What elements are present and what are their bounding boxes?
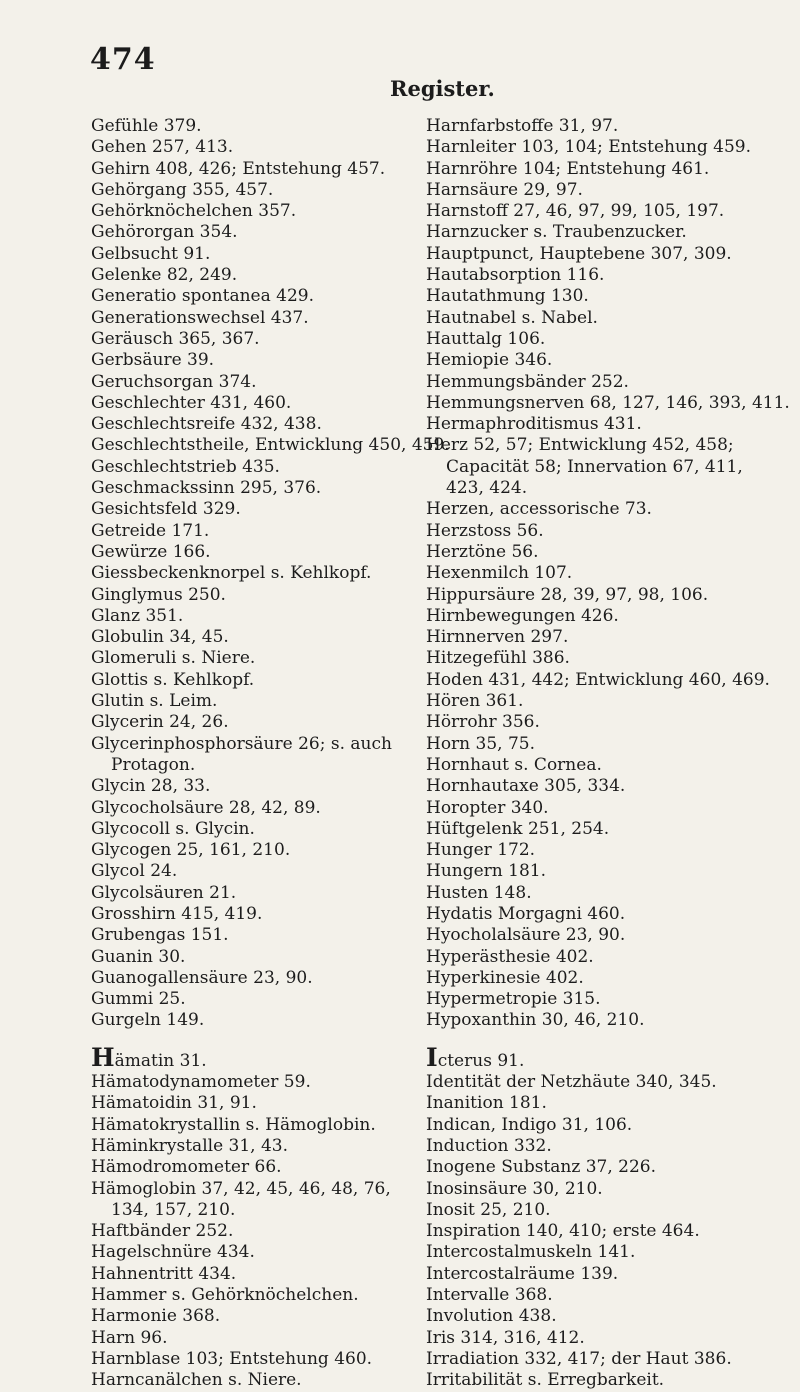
index-entry: Involution 438. [426, 1306, 557, 1327]
index-entry: Geschlechtstheile, Entwicklung 450, 459. [91, 435, 450, 456]
index-entry: Glycol 24. [91, 861, 178, 882]
index-entry: Geschmackssinn 295, 376. [91, 478, 322, 499]
index-entry: Glycerin 24, 26. [91, 712, 229, 733]
index-entry: Hautabsorption 116. [426, 265, 605, 286]
index-entry: Harnblase 103; Entstehung 460. [91, 1348, 373, 1369]
index-entry: Hydatis Morgagni 460. [426, 903, 626, 924]
index-entry: Hyperästhesie 402. [426, 946, 594, 967]
index-entry: Hexenmilch 107. [426, 563, 573, 584]
index-entry: Gummi 25. [91, 989, 186, 1010]
index-entry: Glycocoll s. Glycin. [91, 818, 255, 839]
index-entry: Hypoxanthin 30, 46, 210. [426, 1010, 645, 1031]
index-entry: Hermaphroditismus 431. [426, 414, 642, 435]
index-entry: Intercostalräume 139. [426, 1263, 619, 1284]
index-entry: Hippursäure 28, 39, 97, 98, 106. [426, 584, 709, 605]
index-entry: Globulin 34, 45. [91, 627, 229, 648]
index-entry: Identität der Netzhäute 340, 345. [426, 1072, 717, 1093]
index-entry: Gurgeln 149. [91, 1010, 205, 1031]
index-entry: Hungern 181. [426, 861, 546, 882]
index-entry: Harnleiter 103, 104; Entstehung 459. [426, 137, 752, 158]
page-number: 474 [90, 42, 156, 77]
section-gap [91, 1032, 423, 1047]
index-entry: Harnzucker s. Traubenzucker. [426, 222, 687, 243]
index-entry: Hahnentritt 434. [91, 1263, 237, 1284]
index-entry: Geruchsorgan 374. [91, 371, 257, 392]
index-entry: Husten 148. [426, 882, 532, 903]
index-entry: Horn 35, 75. [426, 733, 536, 754]
index-section-h-continued [426, 116, 790, 1032]
index-entry: Hitzegefühl 386. [426, 648, 570, 669]
index-entry: Hemiopie 346. [426, 350, 553, 371]
index-entry: Giessbeckenknorpel s. Kehlkopf. [91, 563, 372, 584]
index-column-right [426, 116, 790, 1392]
index-entry: Glycin 28, 33. [91, 776, 211, 797]
index-entry: Geräusch 365, 367. [91, 328, 260, 349]
index-entry: Hemmungsnerven 68, 127, 146, 393, 411. [426, 392, 790, 413]
index-entry: Gesichtsfeld 329. [91, 499, 241, 520]
index-entry: Herztöne 56. [426, 541, 539, 562]
index-entry: Hauptpunct, Hauptebene 307, 309. [426, 243, 732, 264]
index-entry: Inanition 181. [426, 1093, 547, 1114]
running-header: Register. [390, 76, 495, 101]
index-entry: Inspiration 140, 410; erste 464. [426, 1221, 700, 1242]
index-entry: Glottis s. Kehlkopf. [91, 669, 255, 690]
index-entry: Glomeruli s. Niere. [91, 648, 256, 669]
index-entry: Gehörknöchelchen 357. [91, 201, 297, 222]
index-entry: Grubengas 151. [91, 925, 229, 946]
index-entry: Gewürze 166. [91, 541, 211, 562]
index-entry: Hornhautaxe 305, 334. [426, 776, 626, 797]
index-entry: Hämatodynamometer 59. [91, 1072, 311, 1093]
index-entry: Hirnbewegungen 426. [426, 605, 619, 626]
index-entry: Getreide 171. [91, 520, 210, 541]
index-section-h [91, 1042, 423, 1392]
index-entry: Hautathmung 130. [426, 286, 589, 307]
index-entry: Glycolsäuren 21. [91, 882, 237, 903]
index-entry: Gehirn 408, 426; Entstehung 457. [91, 158, 386, 179]
index-entry: Harnfarbstoffe 31, 97. [426, 116, 619, 136]
index-entry: Gehörgang 355, 457. [91, 179, 274, 200]
index-entry: Gerbsäure 39. [91, 350, 215, 371]
index-entry: Horopter 340. [426, 797, 549, 818]
index-entry: Herz 52, 57; Entwicklung 452, 458; Capacität 58; Innervation 67, 411, 423, 424. [426, 435, 743, 499]
index-entry: Inosit 25, 210. [426, 1199, 551, 1220]
index-entry: Hüftgelenk 251, 254. [426, 818, 610, 839]
index-entry: Geschlechtstrieb 435. [91, 456, 280, 477]
index-entry: Hämatokrystallin s. Hämoglobin. [91, 1114, 376, 1135]
index-entry: Hagelschnüre 434. [91, 1242, 255, 1263]
index-entry: Hämoglobin 37, 42, 45, 46, 48, 76, 134, 157, 210. [91, 1178, 391, 1220]
index-column-left [91, 116, 450, 1392]
index-entry: Hypermetropie 315. [426, 989, 601, 1010]
index-entry: Hämodromometer 66. [91, 1157, 282, 1178]
index-entry: Grosshirn 415, 419. [91, 903, 263, 924]
index-entry: Hammer s. Gehörknöchelchen. [91, 1285, 359, 1306]
index-entry: Gefühle 379. [91, 116, 202, 136]
index-entry: Iris 314, 316, 412. [426, 1327, 585, 1348]
index-entry: Harnstoff 27, 46, 97, 99, 105, 197. [426, 201, 725, 222]
index-entry: Guanogallensäure 23, 90. [91, 967, 313, 988]
index-entry: Generationswechsel 437. [91, 307, 309, 328]
index-entry: Geschlechtsreife 432, 438. [91, 414, 322, 435]
index-entry: Gehörorgan 354. [91, 222, 238, 243]
index-entry: Glutin s. Leim. [91, 691, 218, 712]
index-entry: Hören 361. [426, 691, 524, 712]
index-entry: Glycerinphosphorsäure 26; s. auch Protagon. [91, 733, 392, 775]
index-entry: Herzstoss 56. [426, 520, 544, 541]
index-entry: Ginglymus 250. [91, 584, 226, 605]
index-entry: Harncanälchen s. Niere. [91, 1370, 302, 1391]
index-entry: Glanz 351. [91, 605, 184, 626]
index-entry: Intervalle 368. [426, 1285, 553, 1306]
index-entry: Harnsäure 29, 97. [426, 179, 583, 200]
index-entry: Generatio spontanea 429. [91, 286, 314, 307]
index-section-i [426, 1042, 770, 1392]
index-entry: Hornhaut s. Cornea. [426, 754, 602, 775]
index-entry: Hautnabel s. Nabel. [426, 307, 598, 328]
index-entry: Intercostalmuskeln 141. [426, 1242, 636, 1263]
index-entry: Hemmungsbänder 252. [426, 371, 629, 392]
index-entry: Inosinsäure 30, 210. [426, 1178, 603, 1199]
index-section-g [91, 116, 450, 1032]
index-entry: Induction 332. [426, 1135, 552, 1156]
index-entry: Hämatoidin 31, 91. [91, 1093, 257, 1114]
index-entry: Geschlechter 431, 460. [91, 392, 292, 413]
index-entry: Häminkrystalle 31, 43. [91, 1135, 289, 1156]
index-entry: Hörrohr 356. [426, 712, 540, 733]
index-entry: Hunger 172. [426, 840, 536, 861]
index-entry: Harmonie 368. [91, 1306, 221, 1327]
index-entry: Hoden 431, 442; Entwicklung 460, 469. [426, 669, 770, 690]
index-entry: Inogene Substanz 37, 226. [426, 1157, 657, 1178]
index-entry: Hauttalg 106. [426, 328, 546, 349]
index-entry: Icterus 91. [426, 1042, 525, 1072]
index-entry: Irradiation 332, 417; der Haut 386. [426, 1348, 732, 1369]
index-entry: Guanin 30. [91, 946, 186, 967]
index-entry: Glycogen 25, 161, 210. [91, 840, 291, 861]
index-entry: Haftbänder 252. [91, 1221, 234, 1242]
index-entry: Gelenke 82, 249. [91, 265, 238, 286]
index-entry: Herzen, accessorische 73. [426, 499, 652, 520]
index-entry: Hämatin 31. [91, 1042, 207, 1072]
index-entry: Hirnnerven 297. [426, 627, 569, 648]
index-entry: Gehen 257, 413. [91, 137, 234, 158]
index-entry: Hyperkinesie 402. [426, 967, 584, 988]
index-entry: Gelbsucht 91. [91, 243, 211, 264]
index-entry: Harnröhre 104; Entstehung 461. [426, 158, 710, 179]
index-entry: Hyocholalsäure 23, 90. [426, 925, 626, 946]
index-entry: Irritabilität s. Erregbarkeit. [426, 1370, 665, 1391]
index-entry: Indican, Indigo 31, 106. [426, 1114, 633, 1135]
section-gap [426, 1032, 770, 1047]
index-entry: Glycocholsäure 28, 42, 89. [91, 797, 321, 818]
index-entry: Harn 96. [91, 1327, 168, 1348]
